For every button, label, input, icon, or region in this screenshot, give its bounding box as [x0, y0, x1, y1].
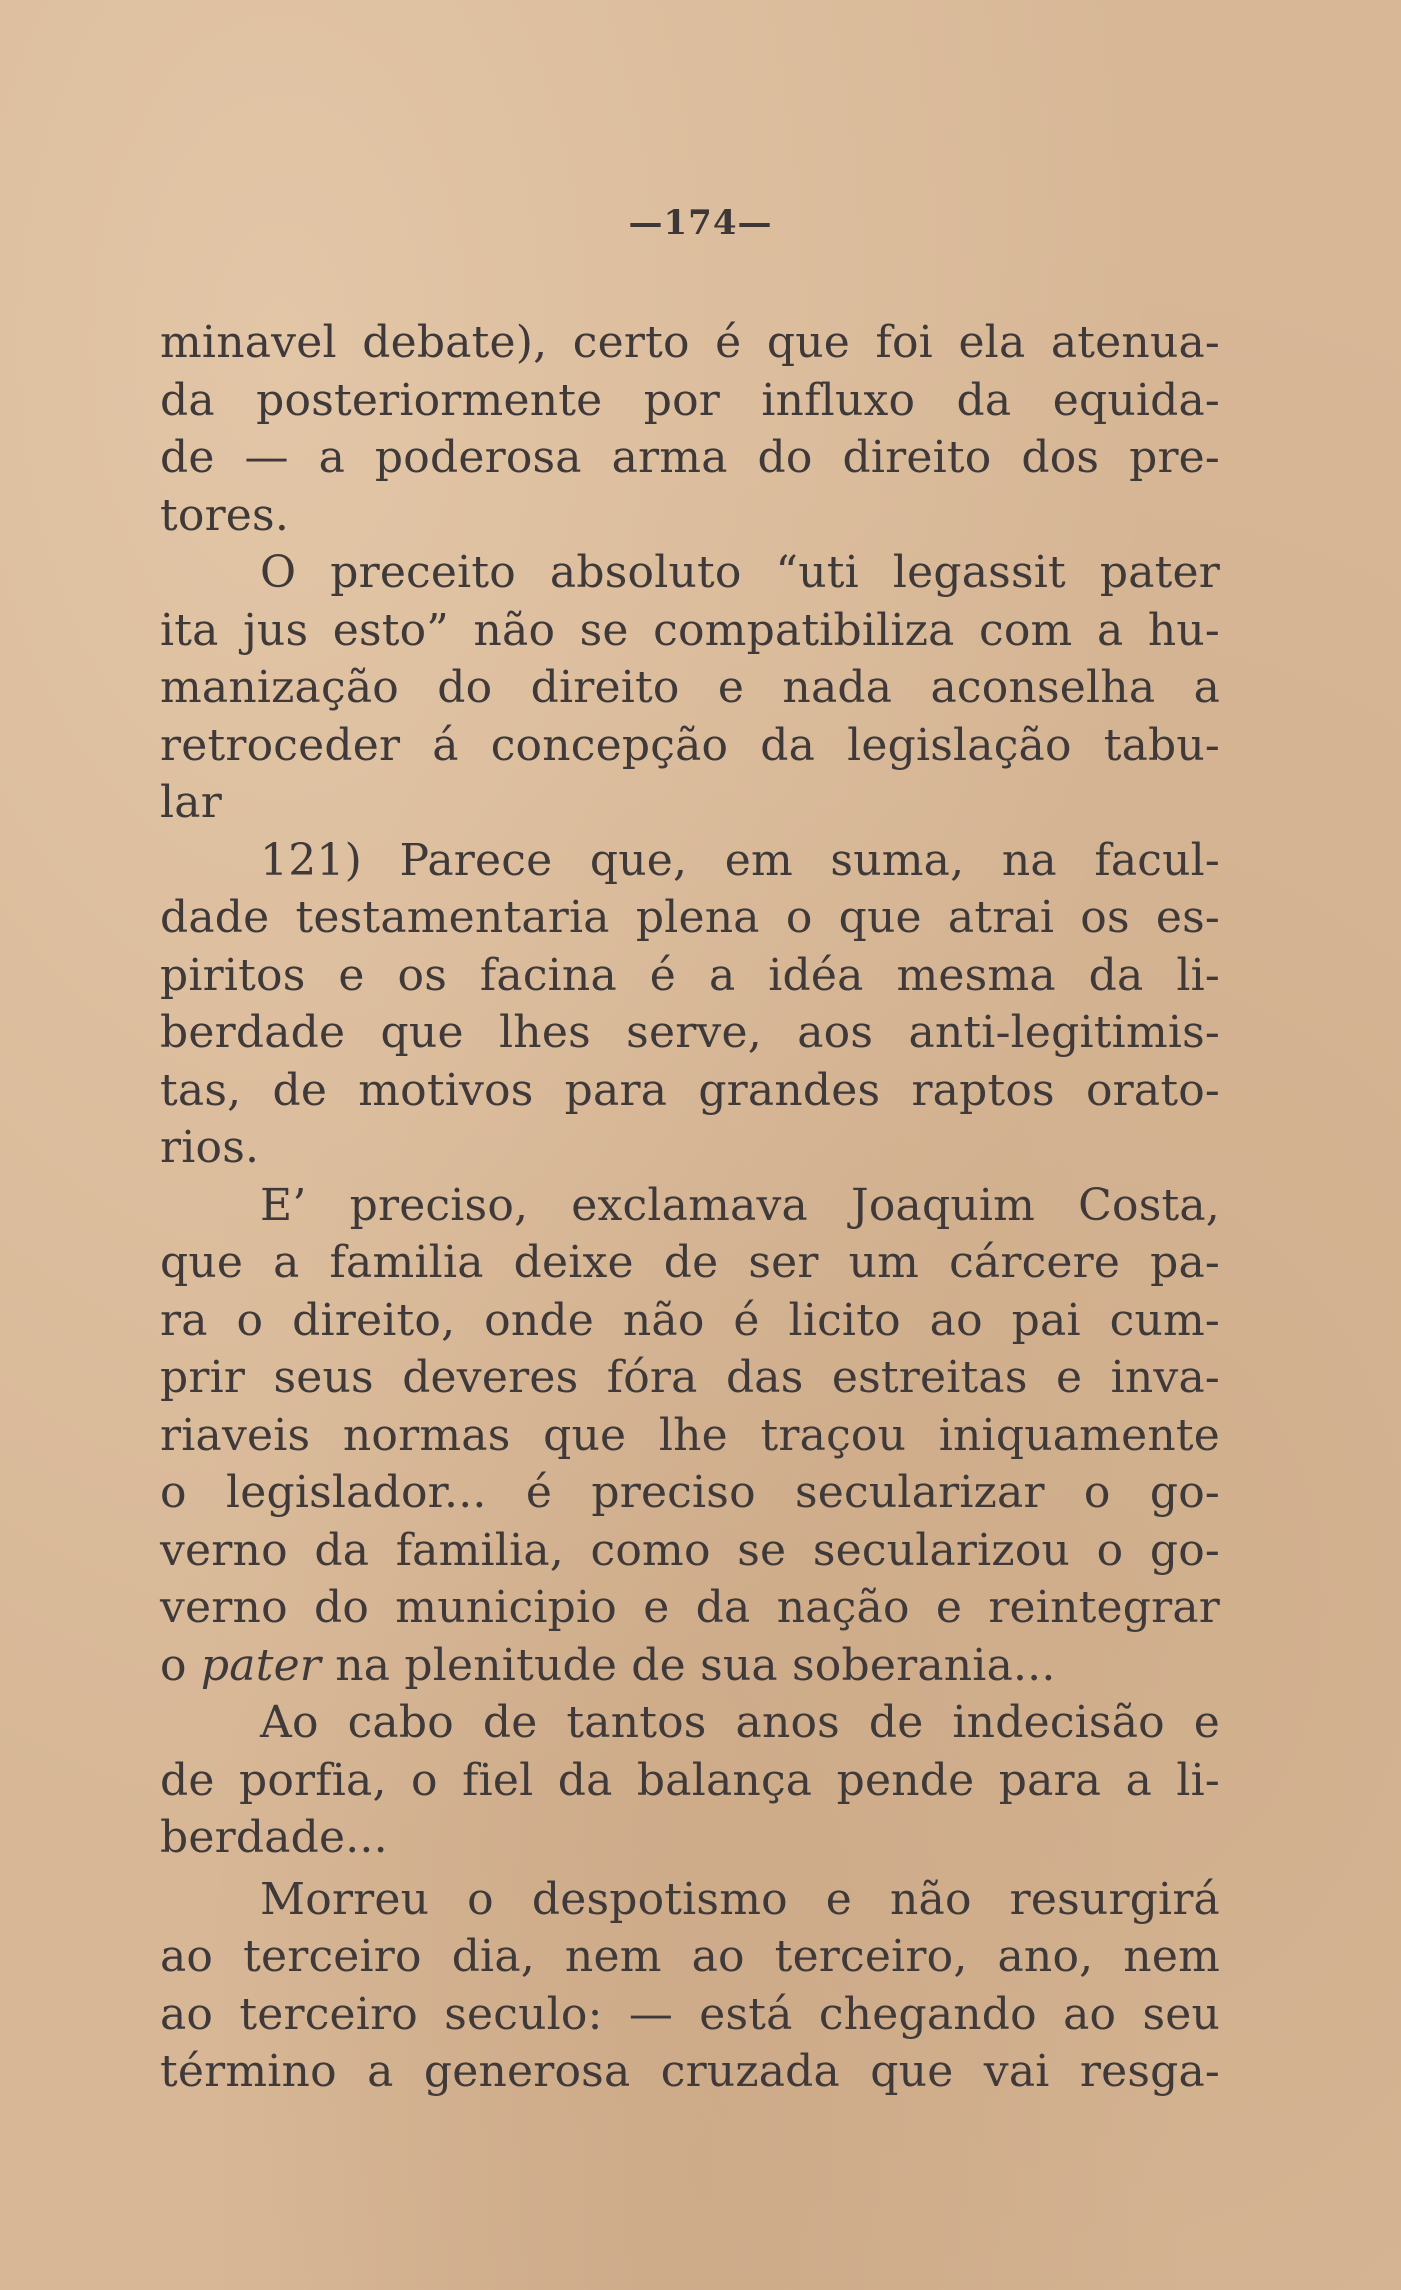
text-line: ao terceiro seculo: — está chegando ao seu	[160, 1988, 1220, 2040]
text-segment: o	[160, 1639, 201, 1691]
text-line: rios.	[160, 1122, 260, 1173]
text-line: O preceito absoluto “uti legassit pater	[260, 547, 1220, 598]
text-line: manização do direito e nada aconselha a	[160, 662, 1220, 713]
text-line: verno do municipio e da nação e reintegrar	[160, 1582, 1220, 1633]
text-line: lar	[160, 777, 222, 828]
page-number: —174—	[628, 203, 773, 243]
text-line: 121) Parece que, em suma, na facul-	[260, 834, 1220, 886]
body-text	[160, 314, 1220, 2101]
text-line: tas, de motivos para grandes raptos orato-	[160, 1064, 1220, 1116]
paragraph	[160, 1177, 1220, 1695]
paragraph	[160, 314, 1220, 544]
text-segment: na plenitude de sua soberania...	[321, 1639, 1056, 1691]
text-line-with-italic	[160, 1637, 1220, 1695]
text-line: retroceder á concepção da legislação tabu-	[160, 719, 1220, 771]
text-line: término a generosa cruzada que vai resga-	[160, 2046, 1220, 2097]
text-line: riaveis normas que lhe traçou iniquamente	[160, 1409, 1220, 1461]
text-line: da posteriormente por influxo da equida-	[160, 374, 1220, 426]
text-line: berdade...	[160, 1812, 388, 1863]
paragraph	[160, 1871, 1220, 2101]
text-line: ita jus esto” não se compatibiliza com a hu-	[160, 604, 1220, 656]
text-line: prir seus deveres fóra das estreitas e inva-	[160, 1352, 1220, 1403]
text-line: de porfia, o fiel da balança pende para a li-	[160, 1754, 1220, 1806]
text-line: E’ preciso, exclamava Joaquim Costa,	[260, 1179, 1220, 1231]
text-line: tores.	[160, 489, 290, 541]
paragraph	[160, 1694, 1220, 1867]
italic-word: pater	[200, 1639, 322, 1691]
text-line: berdade que lhes serve, aos anti-legitimis-	[160, 1007, 1220, 1058]
text-line: ra o direito, onde não é licito ao pai cum-	[160, 1294, 1220, 1346]
text-line: Ao cabo de tantos anos de indecisão e	[260, 1697, 1220, 1748]
text-line: minavel debate), certo é que foi ela atenua-	[160, 317, 1220, 368]
text-line: piritos e os facina é a idéa mesma da li-	[160, 949, 1220, 1001]
text-line: verno da familia, como se secularizou o go-	[160, 1524, 1220, 1576]
text-line: Morreu o despotismo e não resurgirá	[260, 1873, 1220, 1925]
paragraph	[160, 832, 1220, 1177]
text-line: dade testamentaria plena o que atrai os es-	[160, 892, 1220, 943]
text-line: o legislador... é preciso secularizar o go-	[160, 1467, 1220, 1518]
text-line: de — a poderosa arma do direito dos pre-	[160, 432, 1220, 483]
paragraph	[160, 544, 1220, 832]
text-line: que a familia deixe de ser um cárcere pa-	[160, 1237, 1220, 1288]
text-line: ao terceiro dia, nem ao terceiro, ano, nem	[160, 1931, 1220, 1982]
